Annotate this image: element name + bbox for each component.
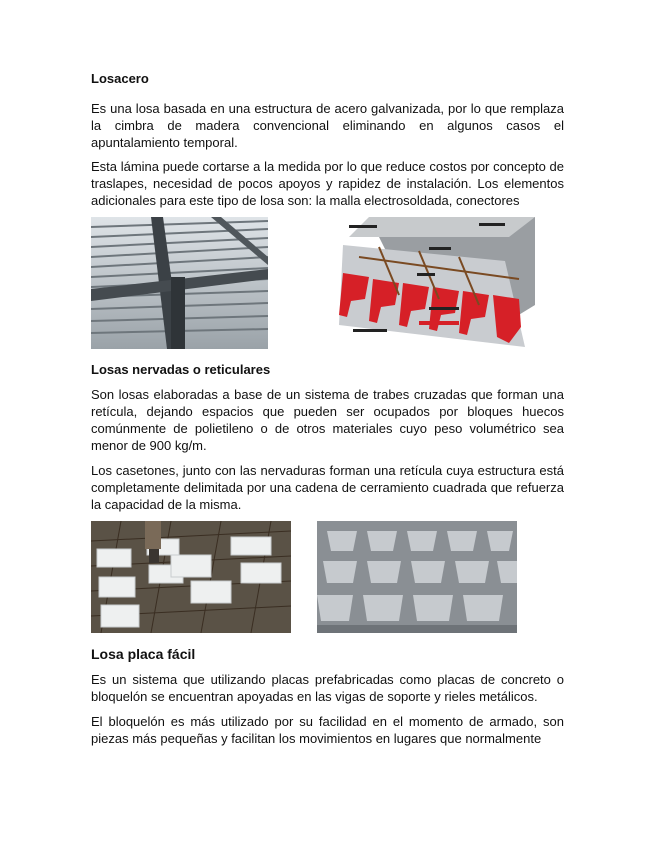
paragraph: Son losas elaboradas a base de un sistema de trabes cruzadas que forman una retícula, dejando espacios que pueden ser ocupados por bloques huecos comúnmente de polietileno o de otros materiales cuyo peso volumétrico sea menor de 900 kg/m. [91, 387, 564, 453]
heading-losas-nervadas: Losas nervadas o reticulares [91, 362, 271, 377]
heading-losacero: Losacero [91, 71, 149, 86]
losacero-image-row [91, 217, 564, 357]
paragraph: Esta lámina puede cortarse a la medida por lo que reduce costos por concepto de traslapes, necesidad de pocos apoyos y rapidez de instalación. Los elementos adicionales para este tipo de losa son: la malla electrosoldada, conectores [91, 159, 564, 208]
document-content [91, 70, 564, 747]
waffle-slab-photo [317, 521, 517, 633]
paragraph: Es una losa basada en una estructura de acero galvanizada, por lo que remplaza la cimbra de madera convencional eliminando en algunos casos el apuntalamiento temporal. [91, 101, 564, 150]
paragraph: El bloquelón es más utilizado por su facilidad en el momento de armado, son piezas más pequeñas y facilitan los movimientos en lugares que normalmente [91, 714, 564, 746]
steel-deck-photo [91, 217, 268, 349]
paragraph: Los casetones, junto con las nervaduras forman una retícula cuya estructura está completamente delimitada por una cadena de cerramiento cuadrada que refuerza la capacidad de la misma. [91, 463, 564, 512]
heading-losa-placa-facil: Losa placa fácil [91, 646, 196, 662]
nervadas-image-row [91, 521, 564, 639]
casetones-site-photo [91, 521, 291, 633]
losacero-section-diagram [329, 217, 535, 349]
paragraph: Es un sistema que utilizando placas prefabricadas como placas de concreto o bloquelón se encuentran apoyadas en las vigas de soporte y rieles metálicos. [91, 672, 564, 704]
